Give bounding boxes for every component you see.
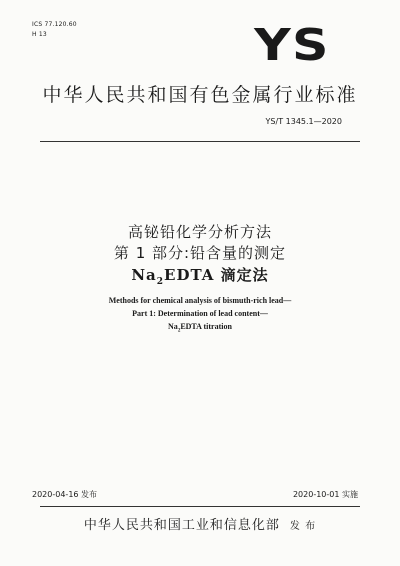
ics-code: ICS 77.120.60 [32,21,77,28]
publish-date: 2020-04-16 发布 [32,490,98,499]
ys-logo: YS [254,20,330,71]
standard-number: YS/T 1345.1—2020 [265,117,342,126]
standard-category: 中华人民共和国有色金属行业标准 [42,84,358,106]
title-en-line2: Part 1: Determination of lead content— [132,309,268,318]
title-en-line3-subscript: 2 [177,328,181,334]
title-en-line3 [0,322,400,334]
title-en-line3-prefix: Na [168,322,178,331]
title-en-line3-suffix: EDTA titration [180,322,232,331]
title-cn-line1: 高铋铅化学分析方法 [127,223,272,241]
title-cn-line3-prefix: Na [131,266,157,284]
divider-bottom [40,506,360,507]
divider-top [40,141,360,142]
issuer-action: 发 布 [289,521,317,532]
title-cn-line3-suffix: EDTA 滴定法 [164,266,269,284]
title-cn-line3 [0,264,400,287]
title-en-line1: Methods for chemical analysis of bismuth-rich lead— [108,296,292,305]
issuer [0,514,400,533]
title-cn-line3-subscript: 2 [156,277,165,287]
title-cn-line2: 第 1 部分:铅含量的测定 [113,244,287,262]
ccs-code: H 13 [32,31,47,38]
implement-date: 2020-10-01 实施 [292,490,358,499]
issuer-org: 中华人民共和国工业和信息化部 [83,518,280,533]
